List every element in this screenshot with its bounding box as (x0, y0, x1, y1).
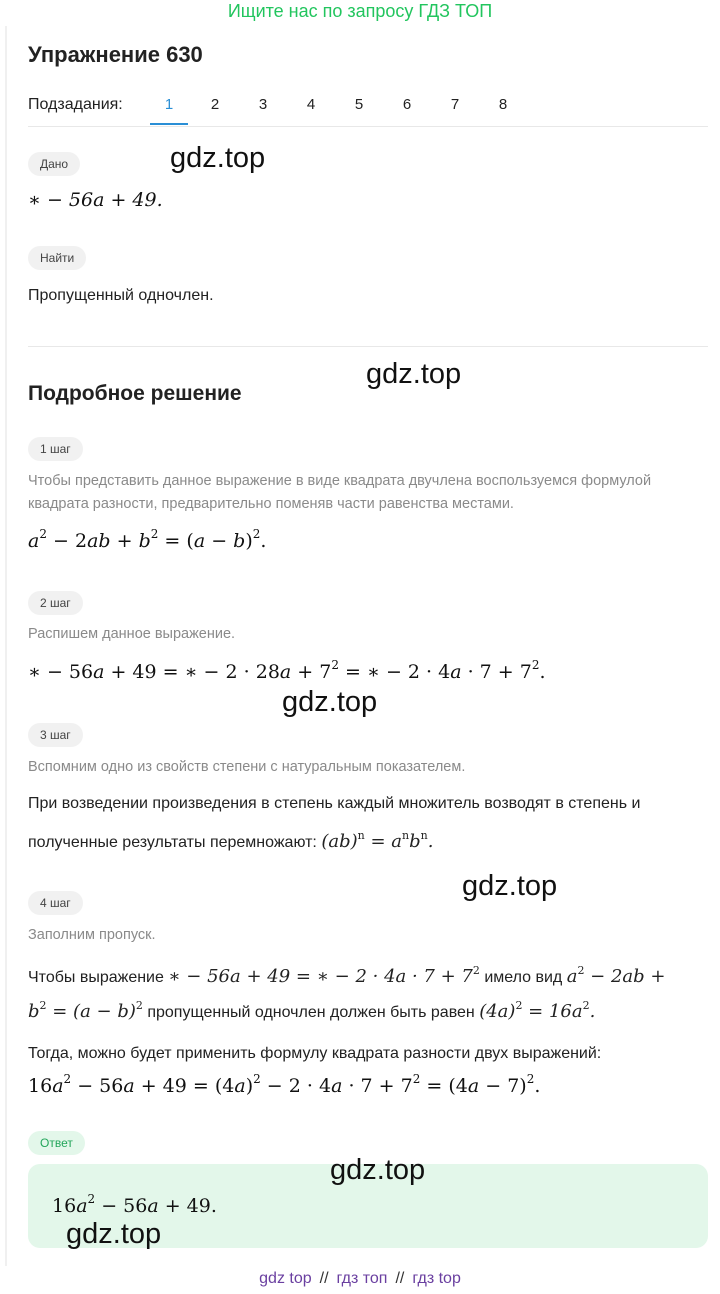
page-title: Упражнение 630 (28, 42, 203, 67)
step-4-text-2: $b^2 = (a - b)^2$ пропущенный одночлен должен быть равен $(4a)^2 = 16a^2$. (28, 999, 596, 1022)
step-4-text-1: Чтобы выражение ∗ − 56a + 49 = ∗ − $2 \cdot 4a \cdot 7 + 7^2$ имело вид $a^2 - 2ab$ + (28, 964, 666, 987)
solution-heading: Подробное решение (28, 382, 242, 405)
watermark: gdz.top (170, 142, 266, 174)
given-chip: Дано (28, 152, 80, 176)
step-2-formula: ∗ − 56a + 49 = ∗ − $2 \cdot 28a + 7^2$ = ∗ − $2 \cdot 4a \cdot 7 + 7^2$. (28, 658, 546, 683)
subtasks-nav (28, 96, 708, 127)
watermark: gdz.top (330, 1154, 426, 1186)
step-1-formula: $a^2 - 2ab + b^2 = (a - b)^2$. (28, 527, 267, 552)
watermark: gdz.top (366, 358, 462, 390)
step-4-formula: $16a^2 - 56a + 49 = (4a)^2 - 2 \cdot 4a \cdot 7 + 7^2 = (4a - 7)^2$. (28, 1072, 541, 1097)
step-3-chip: 3 шаг (28, 723, 83, 747)
answer-chip: Ответ (28, 1131, 85, 1155)
footer-links (0, 1270, 720, 1288)
given-expression: ∗ − 56a + 49. (28, 189, 163, 211)
watermark: gdz.top (462, 870, 558, 902)
subtask-tab-4[interactable]: 4 (306, 96, 316, 113)
step-4-chip: 4 шаг (28, 891, 83, 915)
subtask-tab-2[interactable]: 2 (210, 96, 220, 113)
footer-separator: // (319, 1270, 329, 1287)
step-1-note: Чтобы представить данное выражение в виде квадрата двучлена воспользуемся формулой квадрата разности, предварительно поменяв части равенства местами. (28, 473, 652, 512)
divider (28, 346, 708, 347)
find-chip: Найти (28, 246, 86, 270)
find-text: Пропущенный одночлен. (28, 287, 214, 304)
step-3-text: При возведении произведения в степень каждый множитель возводят в степень и полученные результаты перемножают: $(ab)^n = a^nb^n$. (28, 795, 641, 852)
subtask-tab-1[interactable]: 1 (150, 96, 188, 125)
footer-link-2[interactable]: гдз топ (336, 1270, 388, 1287)
step-2-chip: 2 шаг (28, 591, 83, 615)
step-4-note: Заполним пропуск. (28, 927, 156, 943)
subtask-tab-3[interactable]: 3 (258, 96, 268, 113)
footer-link-3[interactable]: гдз top (412, 1270, 461, 1287)
answer-expression: $16a^2 - 56a + 49$. (52, 1192, 217, 1217)
step-3-note: Вспомним одно из свойств степени с натуральным показателем. (28, 759, 466, 775)
footer-link-1[interactable]: gdz top (259, 1270, 312, 1287)
footer-separator: // (395, 1270, 405, 1287)
watermark: gdz.top (282, 686, 378, 718)
subtask-tab-7[interactable]: 7 (450, 96, 460, 113)
subtask-tab-5[interactable]: 5 (354, 96, 364, 113)
subtasks-label: Подзадания: (28, 96, 123, 113)
subtask-tab-8[interactable]: 8 (498, 96, 508, 113)
top-banner: Ищите нас по запросу ГДЗ ТОП (227, 1, 493, 21)
subtask-tab-6[interactable]: 6 (402, 96, 412, 113)
watermark: gdz.top (66, 1218, 162, 1250)
step-2-note: Распишем данное выражение. (28, 626, 236, 642)
step-1-chip: 1 шаг (28, 437, 83, 461)
step-4-text-3: Тогда, можно будет применить формулу квадрата разности двух выражений: (28, 1045, 602, 1062)
